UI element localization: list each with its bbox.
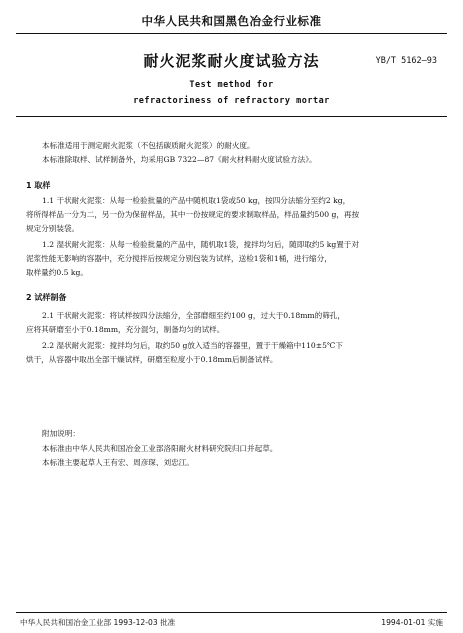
scope-paragraph: 本标准适用于测定耐火泥浆（不包括碳质耐火泥浆）的耐火度。 bbox=[42, 141, 255, 150]
clause-1-1-line-2: 将所得样品一分为二，另一份为保留样品，其中一份按规定的要求制取样品，样品量约500 g，再按 bbox=[26, 210, 360, 219]
section-1-heading: 1 取样 bbox=[26, 181, 51, 190]
standard-number: YB/T 5162—93 bbox=[375, 56, 437, 66]
clause-2-2-line-2: 烘干，从容器中取出全部干燥试样，研磨至粒度小于0.18mm后制备试样。 bbox=[26, 355, 278, 364]
header-rule bbox=[16, 33, 447, 34]
additional-notes-heading: 附加说明： bbox=[42, 429, 80, 438]
clause-2-1-line-1: 2.1 干状耐火泥浆：将试样按四分法缩分，全部磨细至约100 g，过大于0.18mm的筛孔， bbox=[42, 311, 345, 320]
clause-2-2-line-1: 2.2 湿状耐火泥浆：搅拌均匀后，取约50 g放入适当的容器里，置于干燥箱中110±5℃下 bbox=[42, 341, 344, 350]
document-title: 耐火泥浆耐火度试验方法 bbox=[143, 52, 320, 70]
footer-rule bbox=[16, 612, 447, 613]
implementation-date: 1994-01-01 实施 bbox=[381, 618, 443, 627]
clause-1-1-line-1: 1.1 干状耐火泥浆：从每一检验批量的产品中随机取1袋或50 kg，按四分法缩分至约2 kg， bbox=[42, 196, 351, 205]
standard-category-header: 中华人民共和国黑色冶金行业标准 bbox=[141, 14, 322, 28]
drafters-note: 本标准主要起草人王有宏、周彦琛、刘忠江。 bbox=[42, 458, 194, 467]
section-2-heading: 2 试样制备 bbox=[26, 293, 67, 302]
approval-statement: 中华人民共和国冶金工业部 1993-12-03 批准 bbox=[20, 618, 176, 627]
reference-paragraph: 本标准除取样、试样制备外，均采用GB 7322—87《耐火材料耐火度试验方法》。 bbox=[42, 155, 317, 164]
clause-1-2-line-2: 泥浆性能无影响的容器中，充分搅拌后按规定分别包装为试样，送检1袋和1桶，进行缩分， bbox=[26, 254, 332, 263]
english-title-line-1: Test method for bbox=[189, 80, 274, 90]
english-title-line-2: refractoriness of refractory mortar bbox=[133, 96, 330, 106]
drafting-organization-note: 本标准由中华人民共和国冶金工业部洛阳耐火材料研究院归口并起草。 bbox=[42, 444, 278, 453]
clause-1-1-line-3: 规定分别装袋。 bbox=[26, 224, 80, 233]
clause-1-2-line-3: 取样量约0.5 kg。 bbox=[26, 268, 88, 277]
clause-1-2-line-1: 1.2 湿状耐火泥浆：从每一检验批量的产品中，随机取1袋，搅拌均匀后，随即取约5 kg置于对 bbox=[42, 240, 359, 249]
title-rule bbox=[16, 116, 447, 117]
clause-2-1-line-2: 应将其研磨至小于0.18mm，充分混匀，制备均匀的试样。 bbox=[26, 325, 225, 334]
